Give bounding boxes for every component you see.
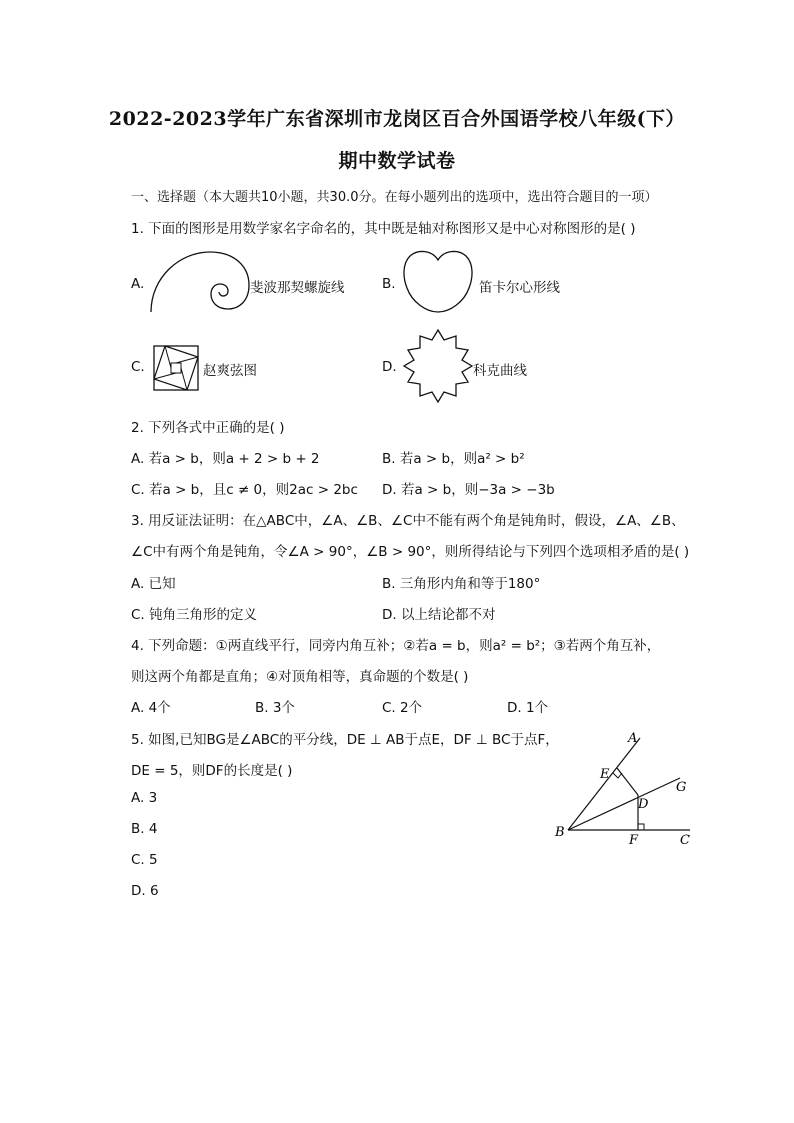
q3-option-d: D. 以上结论都不对	[382, 607, 496, 623]
point-g-label: G	[676, 780, 687, 795]
q2-option-b: B. 若a > b，则a² > b²	[382, 451, 525, 467]
q3-option-c: C. 钝角三角形的定义	[131, 607, 258, 623]
q5-option-a: A. 3	[131, 790, 158, 806]
q2-option-c: C. 若a > b，且c ≠ 0，则2ac > 2bc	[131, 482, 358, 498]
q3-option-a: A. 已知	[131, 576, 176, 592]
question-3-stem-line1: 3. 用反证法证明：在△ABC中，∠A、∠B、∠C中不能有两个角是钝角时，假设，∠A、∠B、	[131, 513, 685, 529]
exam-title-line1: 2022-2023学年广东省深圳市龙岗区百合外国语学校八年级(下）	[108, 108, 686, 130]
question-5-stem-line2: DE = 5，则DF的长度是( )	[131, 763, 293, 779]
q4-option-a: A. 4个	[131, 700, 171, 716]
q1-option-b-letter: B.	[382, 276, 396, 292]
point-e-label: E	[600, 767, 610, 782]
q2-option-a: A. 若a > b，则a + 2 > b + 2	[131, 451, 320, 467]
point-b-label: B	[555, 825, 565, 840]
section-heading: 一、选择题（本大题共10小题，共30.0分。在每小题列出的选项中，选出符合题目的一项）	[131, 190, 658, 205]
question-4-stem-line2: 则这两个角都是直角；④对顶角相等，真命题的个数是( )	[131, 669, 469, 685]
exam-title-line2: 期中数学试卷	[338, 150, 456, 172]
q5-option-b: B. 4	[131, 821, 158, 837]
q4-option-b: B. 3个	[255, 700, 295, 716]
point-f-label: F	[629, 833, 639, 848]
q1-option-d-label: 科克曲线	[473, 363, 527, 379]
question-2-stem: 2. 下列各式中正确的是( )	[131, 420, 285, 436]
q1-option-b-label: 笛卡尔心形线	[479, 280, 560, 296]
question-1-stem: 1. 下面的图形是用数学家名字命名的，其中既是轴对称图形又是中心对称图形的是( )	[131, 221, 636, 237]
q2-option-d: D. 若a > b，则−3a > −3b	[382, 482, 555, 498]
koch-curve-figure	[400, 328, 476, 404]
point-d-label: D	[638, 797, 649, 812]
zhao-shuang-diagram-figure	[153, 345, 199, 391]
q1-option-a-label: 斐波那契螺旋线	[250, 280, 345, 296]
q3-option-b: B. 三角形内角和等于180°	[382, 576, 541, 592]
question-3-stem-line2: ∠C中有两个角是钝角，令∠A > 90°，∠B > 90°，则所得结论与下列四个选项相矛盾的是( )	[131, 544, 690, 560]
q1-option-c-letter: C.	[131, 359, 145, 375]
q1-option-d-letter: D.	[382, 359, 397, 375]
q4-option-d: D. 1个	[507, 700, 549, 716]
q5-option-c: C. 5	[131, 852, 158, 868]
point-c-label: C	[680, 833, 690, 848]
q1-option-a-letter: A.	[131, 276, 145, 292]
question-4-stem-line1: 4. 下列命题：①两直线平行，同旁内角互补；②若a = b，则a² = b²；③若两个角互补，	[131, 638, 661, 654]
q1-option-c-label: 赵爽弦图	[203, 363, 257, 379]
point-a-label: A	[628, 731, 638, 746]
q5-option-d: D. 6	[131, 883, 159, 899]
fibonacci-spiral-figure	[145, 247, 255, 317]
cardioid-figure	[402, 248, 474, 314]
angle-bisector-figure	[550, 728, 700, 853]
question-5-stem-line1: 5. 如图,已知BG是∠ABC的平分线，DE ⊥ AB于点E，DF ⊥ BC于点F，	[131, 732, 559, 748]
q4-option-c: C. 2个	[382, 700, 423, 716]
